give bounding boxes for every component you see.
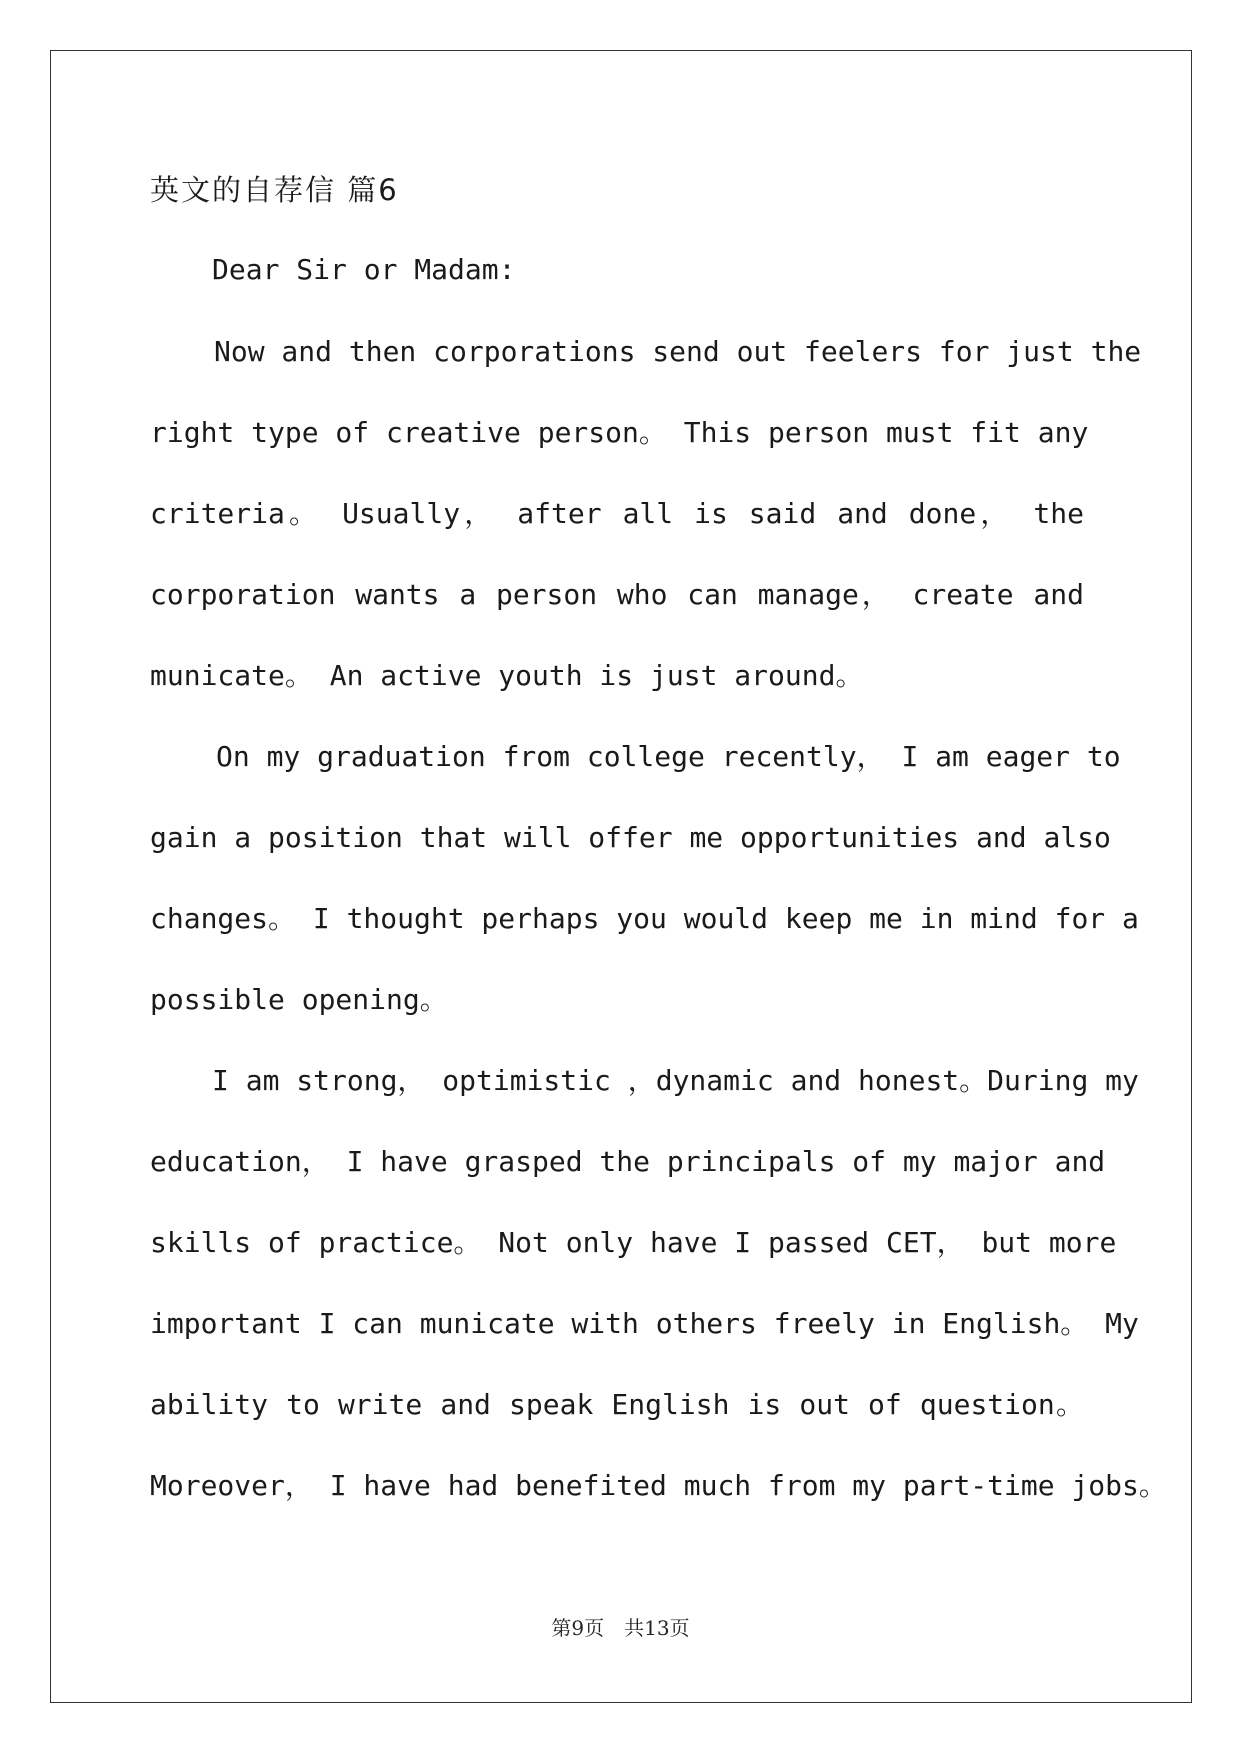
body-line: gain a position that will offer me opportunities and also	[150, 821, 1111, 854]
body-line: criteria。 Usually， after all is said and done， the	[150, 497, 1084, 530]
body-line: corporation wants a person who can manage， create and	[150, 578, 1084, 611]
body-line: education， I have grasped the principals of my major and	[150, 1145, 1106, 1178]
body-line: ability to write and speak English is out of question。	[150, 1388, 1084, 1421]
body-line: municate。 An active youth is just around。	[150, 659, 864, 692]
body-line: On my graduation from college recently， I am eager to	[216, 740, 1121, 773]
salutation: Dear Sir or Madam:	[212, 253, 516, 286]
page-number-footer: 第9页 共13页	[551, 1616, 690, 1640]
document-heading: 英文的自荐信 篇6	[150, 173, 399, 207]
body-line: I am strong， optimistic ，dynamic and honest。During my	[212, 1064, 1139, 1097]
body-line: changes。 I thought perhaps you would keep me in mind for a	[150, 902, 1139, 935]
body-line: right type of creative person。 This person must fit any	[150, 416, 1089, 449]
body-line: skills of practice。 Not only have I passed CET， but more	[150, 1226, 1117, 1259]
body-line: Now and then corporations send out feelers for just the	[214, 335, 1142, 368]
body-line: important I can municate with others freely in English。 My	[150, 1307, 1139, 1340]
body-line: possible opening。	[150, 983, 448, 1016]
body-line: Moreover， I have had benefited much from my part-time jobs。	[150, 1469, 1167, 1502]
page-border	[50, 50, 1192, 1703]
